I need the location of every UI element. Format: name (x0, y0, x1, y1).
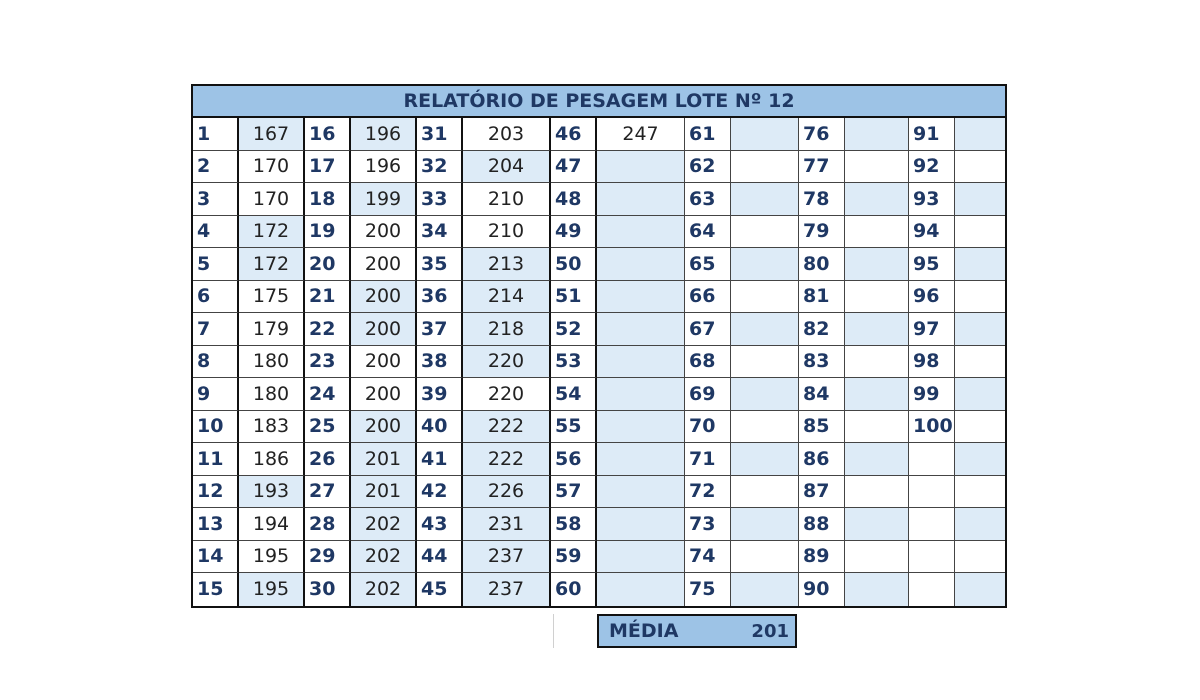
weights-grid (191, 118, 1007, 608)
sample-number: 51 (551, 281, 597, 314)
sample-number: 84 (799, 378, 845, 411)
sample-number: 8 (193, 346, 239, 379)
sample-number: 66 (685, 281, 731, 314)
sample-number: 58 (551, 508, 597, 541)
sample-weight: 210 (463, 183, 551, 216)
sample-weight: 203 (463, 118, 551, 151)
sample-weight (955, 443, 1005, 476)
sample-number: 45 (417, 573, 463, 606)
sample-weight (597, 216, 685, 249)
sample-weight (731, 216, 799, 249)
sample-weight: 180 (239, 346, 305, 379)
sample-weight: 247 (597, 118, 685, 151)
sample-weight (955, 508, 1005, 541)
sample-number: 22 (305, 313, 351, 346)
sample-number: 78 (799, 183, 845, 216)
sample-weight (845, 573, 909, 606)
sample-number: 7 (193, 313, 239, 346)
sample-weight (597, 541, 685, 574)
sample-weight: 202 (351, 508, 417, 541)
sample-weight (845, 216, 909, 249)
sample-number: 1 (193, 118, 239, 151)
sample-weight: 226 (463, 476, 551, 509)
sample-weight: 200 (351, 216, 417, 249)
sample-number: 85 (799, 411, 845, 444)
sample-weight: 172 (239, 216, 305, 249)
sample-number: 88 (799, 508, 845, 541)
sample-weight (845, 313, 909, 346)
sample-number: 77 (799, 151, 845, 184)
sample-weight: 213 (463, 248, 551, 281)
sample-weight: 199 (351, 183, 417, 216)
sample-number: 63 (685, 183, 731, 216)
sample-number: 98 (909, 346, 955, 379)
sample-number: 97 (909, 313, 955, 346)
sample-weight (845, 346, 909, 379)
sample-weight (731, 508, 799, 541)
sample-weight (955, 346, 1005, 379)
sample-number: 99 (909, 378, 955, 411)
sample-number: 65 (685, 248, 731, 281)
sample-weight (955, 183, 1005, 216)
sample-weight (845, 248, 909, 281)
sample-weight: 200 (351, 378, 417, 411)
sample-number: 30 (305, 573, 351, 606)
sample-number: 3 (193, 183, 239, 216)
sample-number: 82 (799, 313, 845, 346)
sample-number (909, 541, 955, 574)
sample-number: 33 (417, 183, 463, 216)
sample-weight: 220 (463, 346, 551, 379)
sample-weight: 172 (239, 248, 305, 281)
sample-weight: 202 (351, 541, 417, 574)
sample-number: 87 (799, 476, 845, 509)
sample-weight: 175 (239, 281, 305, 314)
sample-weight: 179 (239, 313, 305, 346)
sample-weight (597, 281, 685, 314)
sample-number (909, 573, 955, 606)
cell-divider (553, 614, 554, 648)
sample-number (909, 476, 955, 509)
sample-number: 74 (685, 541, 731, 574)
report-title: RELATÓRIO DE PESAGEM LOTE Nº 12 (191, 84, 1007, 118)
sample-weight (845, 378, 909, 411)
sample-number: 73 (685, 508, 731, 541)
sample-number: 39 (417, 378, 463, 411)
sample-number: 70 (685, 411, 731, 444)
sample-number: 93 (909, 183, 955, 216)
sample-number: 28 (305, 508, 351, 541)
sample-number: 81 (799, 281, 845, 314)
sample-number: 48 (551, 183, 597, 216)
sample-weight (597, 313, 685, 346)
sample-number: 96 (909, 281, 955, 314)
sample-number: 76 (799, 118, 845, 151)
sample-number: 52 (551, 313, 597, 346)
sample-weight (731, 411, 799, 444)
sample-number: 44 (417, 541, 463, 574)
sample-weight (731, 151, 799, 184)
sample-number: 18 (305, 183, 351, 216)
sample-weight (955, 118, 1005, 151)
average-box (597, 614, 797, 648)
sample-weight: 222 (463, 411, 551, 444)
sample-number: 89 (799, 541, 845, 574)
sample-weight (597, 476, 685, 509)
sample-weight: 200 (351, 346, 417, 379)
sample-number: 2 (193, 151, 239, 184)
sample-number: 9 (193, 378, 239, 411)
sample-weight (731, 183, 799, 216)
sample-number: 4 (193, 216, 239, 249)
sample-number: 27 (305, 476, 351, 509)
sample-weight (731, 313, 799, 346)
sample-weight (955, 281, 1005, 314)
sample-number: 49 (551, 216, 597, 249)
sample-weight (597, 573, 685, 606)
sample-weight (955, 248, 1005, 281)
sample-weight (597, 411, 685, 444)
sample-weight: 183 (239, 411, 305, 444)
sample-weight (597, 346, 685, 379)
sample-weight (955, 573, 1005, 606)
sample-number: 17 (305, 151, 351, 184)
sample-weight (731, 346, 799, 379)
sample-weight: 200 (351, 248, 417, 281)
sample-number: 60 (551, 573, 597, 606)
sample-number: 36 (417, 281, 463, 314)
sample-number: 11 (193, 443, 239, 476)
sample-number: 71 (685, 443, 731, 476)
sample-number: 31 (417, 118, 463, 151)
sample-weight: 201 (351, 443, 417, 476)
sample-number: 95 (909, 248, 955, 281)
sample-number: 47 (551, 151, 597, 184)
sample-weight: 202 (351, 573, 417, 606)
sample-number: 41 (417, 443, 463, 476)
sample-weight: 195 (239, 541, 305, 574)
sample-number: 20 (305, 248, 351, 281)
sample-weight (955, 151, 1005, 184)
sample-number: 37 (417, 313, 463, 346)
sample-number: 16 (305, 118, 351, 151)
sample-weight: 204 (463, 151, 551, 184)
sample-number: 67 (685, 313, 731, 346)
sample-number: 55 (551, 411, 597, 444)
sample-weight: 200 (351, 281, 417, 314)
sample-weight: 210 (463, 216, 551, 249)
sample-weight (597, 378, 685, 411)
sample-number: 92 (909, 151, 955, 184)
sample-number: 72 (685, 476, 731, 509)
sample-number: 38 (417, 346, 463, 379)
sample-weight: 170 (239, 151, 305, 184)
sample-number: 61 (685, 118, 731, 151)
sample-number: 5 (193, 248, 239, 281)
sample-weight (597, 508, 685, 541)
sample-weight (845, 443, 909, 476)
sample-number: 90 (799, 573, 845, 606)
sample-number: 91 (909, 118, 955, 151)
weighing-report-table (191, 84, 1007, 608)
sample-number: 59 (551, 541, 597, 574)
sample-number: 46 (551, 118, 597, 151)
sample-weight: 167 (239, 118, 305, 151)
average-label: MÉDIA (609, 620, 679, 642)
sample-weight (955, 411, 1005, 444)
sample-number: 14 (193, 541, 239, 574)
sample-weight: 200 (351, 313, 417, 346)
sample-number: 79 (799, 216, 845, 249)
sample-weight (845, 541, 909, 574)
sample-number: 64 (685, 216, 731, 249)
sample-number: 35 (417, 248, 463, 281)
sample-weight (845, 118, 909, 151)
sample-weight (845, 151, 909, 184)
sample-number: 57 (551, 476, 597, 509)
sample-number: 54 (551, 378, 597, 411)
sample-weight: 180 (239, 378, 305, 411)
sample-weight: 214 (463, 281, 551, 314)
sample-weight (597, 183, 685, 216)
sample-number: 94 (909, 216, 955, 249)
sample-weight: 195 (239, 573, 305, 606)
sample-weight (955, 378, 1005, 411)
sample-number: 62 (685, 151, 731, 184)
sample-weight: 201 (351, 476, 417, 509)
sample-weight (597, 151, 685, 184)
sample-weight (845, 476, 909, 509)
sample-number: 10 (193, 411, 239, 444)
sample-weight: 220 (463, 378, 551, 411)
sample-number: 32 (417, 151, 463, 184)
sample-weight: 170 (239, 183, 305, 216)
sample-weight (731, 378, 799, 411)
sample-weight (731, 443, 799, 476)
sample-number: 83 (799, 346, 845, 379)
sample-number (909, 508, 955, 541)
sample-weight (845, 281, 909, 314)
sample-weight: 218 (463, 313, 551, 346)
sample-number: 24 (305, 378, 351, 411)
sample-weight (731, 248, 799, 281)
sample-number: 15 (193, 573, 239, 606)
sample-weight: 222 (463, 443, 551, 476)
sample-weight (955, 313, 1005, 346)
sample-weight (731, 573, 799, 606)
sample-weight: 196 (351, 151, 417, 184)
sample-weight: 193 (239, 476, 305, 509)
sample-weight (955, 216, 1005, 249)
sample-weight: 194 (239, 508, 305, 541)
sample-weight: 231 (463, 508, 551, 541)
sample-weight: 196 (351, 118, 417, 151)
sample-weight: 237 (463, 573, 551, 606)
sample-number: 86 (799, 443, 845, 476)
sample-number: 23 (305, 346, 351, 379)
sample-number: 80 (799, 248, 845, 281)
sample-weight (731, 281, 799, 314)
sample-number: 29 (305, 541, 351, 574)
sample-number: 75 (685, 573, 731, 606)
sample-weight (731, 118, 799, 151)
sample-number (909, 443, 955, 476)
sample-number: 34 (417, 216, 463, 249)
sample-number: 43 (417, 508, 463, 541)
sample-weight (955, 476, 1005, 509)
sample-weight (597, 443, 685, 476)
sample-number: 42 (417, 476, 463, 509)
sample-number: 21 (305, 281, 351, 314)
sample-weight (845, 508, 909, 541)
sample-number: 56 (551, 443, 597, 476)
sample-weight (731, 541, 799, 574)
sample-number: 19 (305, 216, 351, 249)
sample-weight (597, 248, 685, 281)
sample-weight: 186 (239, 443, 305, 476)
average-value: 201 (751, 620, 789, 642)
sample-number: 25 (305, 411, 351, 444)
sample-number: 50 (551, 248, 597, 281)
sample-number: 53 (551, 346, 597, 379)
sample-number: 6 (193, 281, 239, 314)
sample-weight (845, 183, 909, 216)
sample-number: 68 (685, 346, 731, 379)
sample-number: 40 (417, 411, 463, 444)
sample-number: 69 (685, 378, 731, 411)
sample-weight (955, 541, 1005, 574)
sample-number: 13 (193, 508, 239, 541)
sample-weight (731, 476, 799, 509)
sample-number: 12 (193, 476, 239, 509)
sample-weight: 200 (351, 411, 417, 444)
sample-number: 26 (305, 443, 351, 476)
sample-number: 100 (909, 411, 955, 444)
sample-weight: 237 (463, 541, 551, 574)
sample-weight (845, 411, 909, 444)
